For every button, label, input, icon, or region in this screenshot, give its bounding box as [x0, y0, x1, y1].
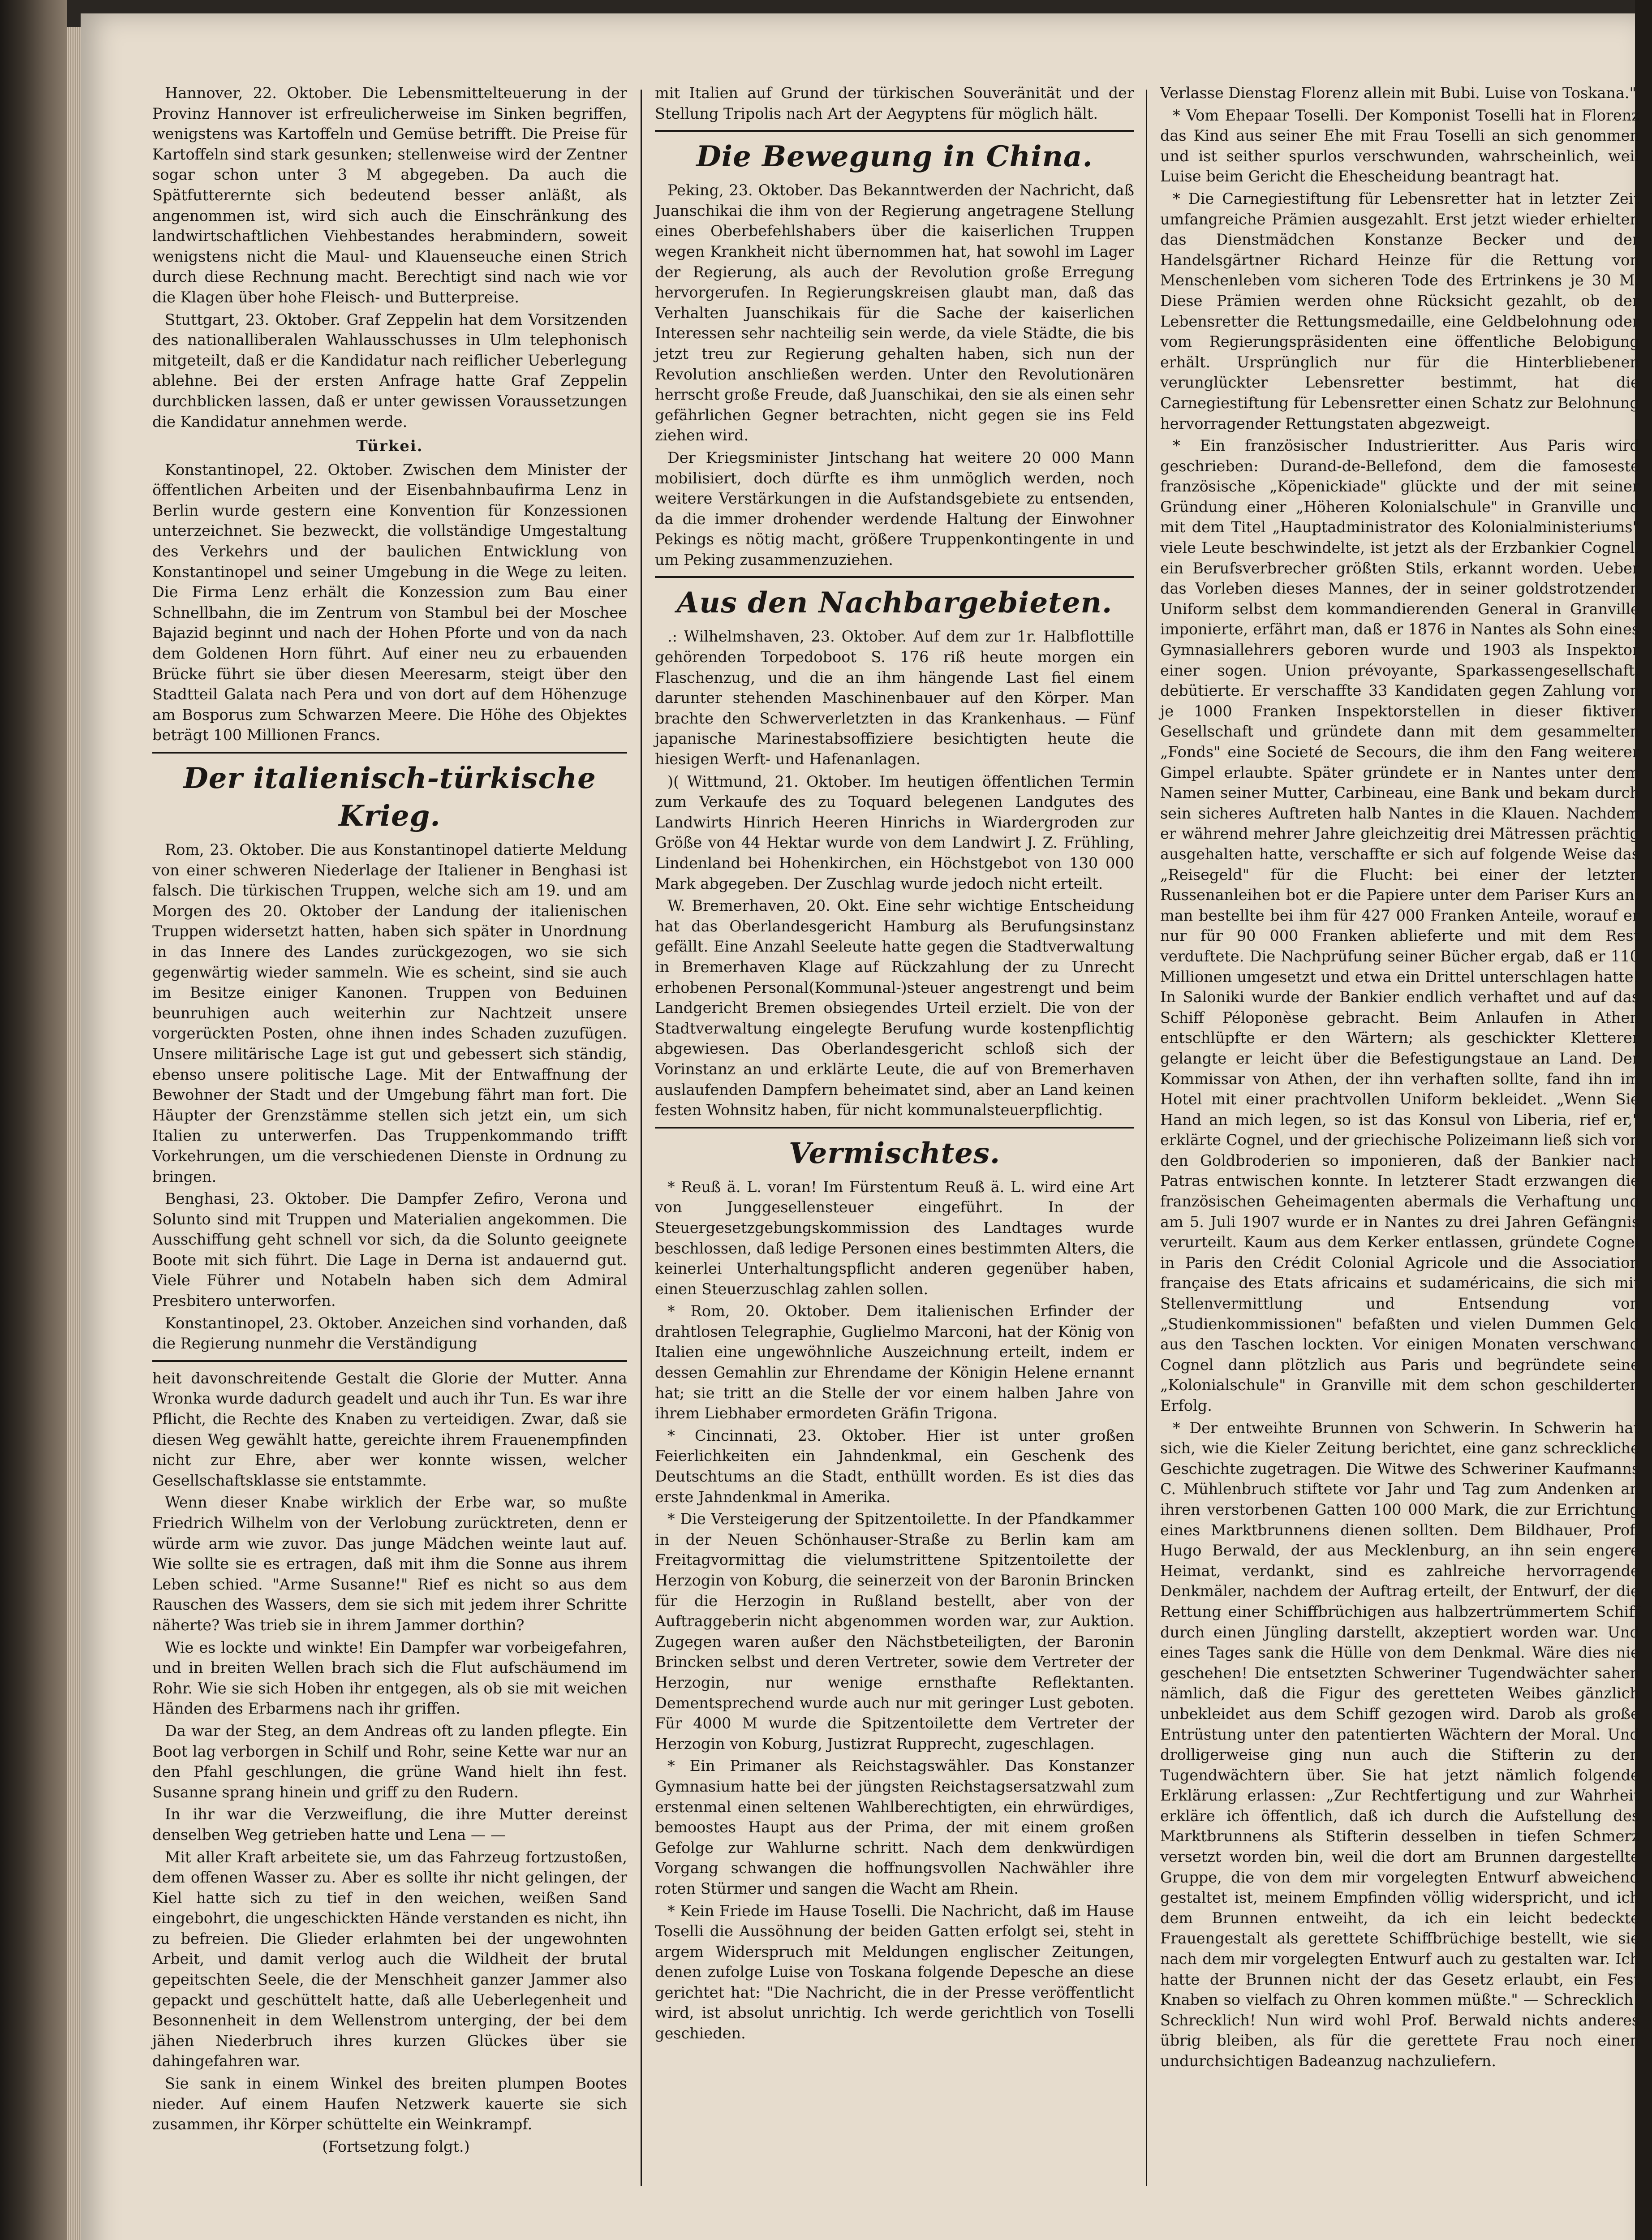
article-bremerhaven: W. Bremerhaven, 20. Okt. Eine sehr wichtige Entscheidung hat das Oberlandesgericht Hamburg als Berufungsinstanz gefällt. Eine Anzahl Seeleute hatte gegen die Stadtverwaltung in Bremerhaven Klage auf Rückzahlung der zu Unrecht erhobenen Personal(Kommunal-)steuer angestrengt und beim Landgericht Bremen obsiegendes Urteil erzielt. Die von der Stadtverwaltung eingelegte Berufung wurde kostenpflichtig abgewiesen. Das Oberlandesgericht schloß sich der Vorinstanz an und erklärte Leute, die auf von Bremerhaven auslaufenden Dampfern beheimatet sind, aber an Land keinen festen Wohnsitz haben, für nicht kommunalsteuerpflichtig.	[655, 897, 1134, 1119]
article-ehepaar-toselli: * Vom Ehepaar Toselli. Der Komponist Toselli hat in Florenz das Kind aus seiner Ehe mit Frau Toselli an sich genommen und ist seither spurlos verschwunden, wahrscheinlich, weil Luise beim Gericht die Ehescheidung beantragt hat.	[1160, 106, 1639, 185]
article-benghasi: Benghasi, 23. Oktober. Die Dampfer Zefiro, Verona und Solunto sind mit Truppen und Materialien angekommen. Die Ausschiffung geht schnell vor sich, da die Solunto geeignete Boote mit sich führt. Die Lage in Derna ist andauernd gut. Viele Führer und Notabeln haben sich dem Admiral Presbitero unterworfen.	[152, 1190, 627, 1310]
feuilleton-paragraph: heit davonschreitende Gestalt die Glorie der Mutter. Anna Wronka wurde dadurch geadelt und auch ihr Tun. Es war ihre Pflicht, die Rechte des Knaben zu verteidigen. Zwar, daß sie diesen Weg gewählt hatte, gereichte ihrem Frauenempfinden nicht zur Ehre, aber wer konnte wissen, welcher Gesellschaftsklasse sie entstammte.	[152, 1369, 627, 1489]
article-wittmund: )( Wittmund, 21. Oktober. Im heutigen öffentlichen Termin zum Verkaufe des zu Toquard belegenen Landgutes des Landwirts Hinrich Heeren Hinrichs in Wiardergroden zur Größe von 44 Hektar wurde von dem Landwirt J. Z. Frühling, Lindenland bei Hohenkirchen, ein Höchstgebot von 130 000 Mark abgegeben. Der Zuschlag wurde jedoch nicht erteilt.	[655, 772, 1134, 892]
heading-vermischtes: Vermischtes.	[788, 1136, 1001, 1170]
continuation-note: (Fortsetzung folgt.)	[322, 2137, 470, 2155]
heading-china: Die Bewegung in China.	[696, 140, 1093, 174]
feuilleton-paragraph: Mit aller Kraft arbeitete sie, um das Fahrzeug fortzustoßen, dem offenen Wasser zu. Aber es sollte ihr nicht gelingen, der Kiel hatte sich zu tief in den weichen, weißen Sand eingebohrt, die ungeschickten Hände verstanden es nicht, ihn zu befreien. Die Glieder erlahmten bei der ungewohnten Arbeit, und damit verlog auch die Wildheit der brutal gepeitschten Seele, die der Menschheit ganzer Jammer also gepackt und geschüttelt hatte, daß alle Ueberlegenheit und Besonnenheit in dem Wellenstrom unterging, der bei dem jähen Niederbruch ihres kurzen Glückes über sie dahingefahren war.	[152, 1848, 627, 2070]
article-carnegiestiftung: * Die Carnegiestiftung für Lebensretter hat in letzter Zeit umfangreiche Prämien ausgezahlt. Erst jetzt wieder erhielten das Dienstmädchen Konstanze Becker und der Handelsgärtner Richard Heinze für die Rettung von Menschenleben vom sicheren Tode des Ertrinkens je 30 M. Diese Prämien werden ohne Rücksicht gezahlt, ob der Lebensretter die Rettungsmedaille, eine Geldbelohnung oder vom Regierungspräsidenten eine öffentliche Belobigung erhält. Ursprünglich nur für die Hinterbliebenen verunglückter Lebensretter bestimmt, hat die Carnegiestiftung für Lebensretter einen Schatz zur Belohnung hervorragender Rettungstaten abgezweigt.	[1160, 190, 1639, 432]
article-cincinnati: * Cincinnati, 23. Oktober. Hier ist unter großen Feierlichkeiten ein Jahndenkmal, ein Geschenk des Deutschtums an die Stadt, enthüllt worden. Es ist dies das erste Jahndenkmal in Amerika.	[655, 1426, 1134, 1506]
article-stuttgart: Stuttgart, 23. Oktober. Graf Zeppelin hat dem Vorsitzenden des nationalliberalen Wahlausschusses in Ulm telephonisch mitgeteilt, daß er die Kandidatur nach reiflicher Ueberlegung ablehne. Bei der ersten Anfrage hatte Graf Zeppelin durchblicken lassen, daß er unter gewissen Voraussetzungen die Kandidatur annehmen werde.	[152, 310, 627, 431]
feuilleton-paragraph: In ihr war die Verzweiflung, die ihre Mutter dereinst denselben Weg getrieben hatte und Lena — —	[152, 1805, 627, 1844]
article-industrieritter: * Ein französischer Industrieritter. Aus Paris wird geschrieben: Durand-de-Bellefond, dem die famoseste französische „Köpenickiade" glückte und der mit seiner Gründung einer „Höheren Kolonialschule" in Granville und mit dem Titel „Hauptadministrator des Kolonialministeriums" viele Leute beschwindelte, ist jetzt als der Erzbankier Cognel, ein Berufsverbrecher größten Stils, erkannt worden. Ueber das Vorleben dieses Mannes, der in seiner goldstrotzenden Uniform selbst dem kommandierenden General in Granville imponierte, erfährt man, daß er 1876 in Nantes als Sohn eines Gymnasiallehrers geboren wurde und 1903 als Inspektor einer sogen. Union prévoyante, Sparkassengesellschaft, debütierte. Er verschaffte 33 Kandidaten gegen Zahlung von je 1000 Franken Inspektorstellen in dieser fiktiven Gesellschaft und gründete dann mit dem gesammelten „Fonds" eine Societé de Secours, die ihm den Fang weiterer Gimpel erlaubte. Später gründete er in Nantes unter dem Namen seiner Mutter, Carbineau, eine Bank und bekam durch sein sicheres Auftreten halb Nantes in die Klauen. Nachdem er während mehrer Jahre gleichzeitig drei Mätressen prächtig ausgehalten hatte, verschaffte er sich auf folgende Weise das „Reisegeld" für die Flucht: bei einer der letzten Russenanleihen bot er die Papiere unter dem Pariser Kurs an; man bestellte bei ihm für 427 000 Franken Anteile, worauf er nur für 90 000 Franken ablieferte und mit dem Rest verduftete. Die Nachprüfung seiner Bücher ergab, daß er 110 Millionen umgesetzt und etwa ein Drittel unterschlagen hatte! In Saloniki wurde der Bankier endlich verhaftet und auf das Schiff Péloponèse gebracht. Beim Anlaufen in Athen entschlüpfte er den Wärtern; als geschickter Kletterer gelangte er leicht über die Befestigungstaue an Land. Der Kommissar von Athen, der ihn verhaften sollte, fand ihn im Hotel mit einer prachtvollen Uniform bekleidet. „Wenn Sie Hand an mich legen, so ist das Konsul von Liberia, rief er," erklärte Cognel, und der griechische Polizeimann ließ sich von den Goldbroderien so imponieren, daß der Bankier nach Patras entwischen konnte. In letzterer Stadt erzwangen die französischen Geheimagenten abermals die Verhaftung und am 5. Juli 1907 wurde er in Nantes zu drei Jahren Gefängnis verurteilt. Kaum aus dem Kerker entlassen, gründete Cognel in Paris den Crédit Colonial Agricole und die Association française des Etats africains et sudaméricains, die sich mit Stellenvermittlung und Entsendung von „Studienkommissionen" befaßten und vielen Dummen Geld aus den Taschen lockten. Vor einigen Monaten verschwand Cognel dann plötzlich aus Paris und begründete seine „Kolonialschule" in Granville mit dem schon geschilderten Erfolg.	[1160, 437, 1639, 1414]
column-rule-1	[641, 90, 642, 2186]
divider	[655, 130, 1134, 132]
divider	[655, 1127, 1134, 1129]
column-rule-2	[1146, 90, 1147, 2186]
article-konstantinopel-2: Konstantinopel, 23. Oktober. Anzeichen sind vorhanden, daß die Regierung nunmehr die Verständigung	[152, 1314, 627, 1353]
article-spitzentoilette: * Die Versteigerung der Spitzentoilette. In der Pfandkammer in der Neuen Schönhauser-Straße zu Berlin kam am Freitagvormittag die vielumstrittene Spitzentoilette der Herzogin von Koburg, die seinerzeit von der Baronin Brincken für die Herzogin in Rußland bestellt, aber von der Auftraggeberin nicht abgenommen worden war, zur Auktion. Zugegen waren außer den Nächstbeteiligten, der Baronin Brincken selbst und deren Vertreter, sowie dem Vertreter der Herzogin, nur wenige ernsthafte Reflektanten. Dementsprechend wurde auch nur mit geringer Lust geboten. Für 4000 M wurde die Spitzentoilette dem Vertreter der Herzogin von Koburg, Justizrat Rupprecht, zugeschlagen.	[655, 1510, 1134, 1753]
article-reuss: * Reuß ä. L. voran! Im Fürstentum Reuß ä. L. wird eine Art von Junggesellensteuer eingeführt. In der Steuergesetzgebungskommission des Landtages wurde beschlossen, daß ledige Personen eines bestimmten Alters, die keinerlei Unterhaltungspflicht anderen gegenüber haben, einen Steuerzuschlag zahlen sollen.	[655, 1178, 1134, 1298]
feuilleton-paragraph: Wenn dieser Knabe wirklich der Erbe war, so mußte Friedrich Wilhelm von der Verlobung zurücktreten, denn er würde arm wie zuvor. Das junge Mädchen weinte laut auf. Wie sollte sie es ertragen, daß mit ihm die Sonne aus ihrem Leben schied. "Arme Susanne!" Rief es nicht so aus dem Rauschen des Wassers, dem sie sich mit jedem ihrer Schritte näherte? Was trieb sie in ihrem Jammer dorthin?	[152, 1494, 627, 1634]
article-brunnen-schwerin: * Der entweihte Brunnen von Schwerin. In Schwerin hat sich, wie die Kieler Zeitung berichtet, eine ganz schreckliche Geschichte zugetragen. Die Witwe des Schweriner Kaufmanns C. Mühlenbruch stiftete vor Jahr und Tag zum Andenken an ihren verstorbenen Gatten 100 000 Mark, die zur Errichtung eines Marktbrunnens dienen sollten. Dem Bildhauer, Prof. Hugo Berwald, der aus Mecklenburg, an ihn sein engere Heimat, verdankt, sind es zahlreiche hervorragende Denkmäler, nachdem der Auftrag erteilt, der Entwurf, der die Rettung einer Schiffbrüchigen aus halbzertrümmertem Schiff durch einen Jüngling darstellt, akzeptiert worden war. Und eines Tages sank die Hülle von dem Denkmal. Wäre dies nie geschehen! Die entsetzten Schweriner Tugendwächter sahen nämlich, daß die Figur des geretteten Weibes gänzlich unbekleidet aus dem Schiff gezogen wird. Darob als große Entrüstung unter den patentierten Wächtern der Moral. Und drolligerweise ging nun auch die Stifterin zu den Tugendwächtern über. Sie hat jetzt nämlich folgende Erklärung erlassen: „Zur Rechtfertigung und zur Wahrheit erkläre ich öffentlich, daß ich durch die Aufstellung des Marktbrunnens als Stifterin desselben in tiefen Schmerz versetzt worden bin, weil die dort am Brunnen dargestellte Gruppe, die von dem mir vorgelegten Entwurf abweichend gestaltet ist, meinem Empfinden völlig widerspricht, und ich dem Brunnen entweiht, da ich ein leicht bedeckte Frauengestalt als gerettete Schiffbrüchige bestellt, wie sie nach dem mir vorgelegten Entwurf auch zu gestalten war. Ich hatte der Brunnen nicht der das Gesetz erlaubt, ein Fest Knaben so vielfach zu Ohren kommen müßte." — Schrecklich! Schrecklich! Nun wird wohl Prof. Berwald nichts anderes übrig bleiben, als für die gerettete Frau noch einen undurchsichtigen Badeanzug nachzuliefern.	[1160, 1419, 1639, 2070]
page-stack-edge	[67, 27, 81, 2240]
divider	[152, 1360, 627, 1362]
article-peking: Peking, 23. Oktober. Das Bekanntwerden der Nachricht, daß Juanschikai die ihm von der Regierung angetragene Stellung eines Oberbefehlshabers über die kaiserlichen Truppen wegen Krankheit nicht übernommen hat, hat sowohl im Lager der Regierung, als auch der Revolution große Erregung hervorgerufen. In Regierungskreisen glaubt man, daß das Verhalten Juanschikais für die Sache der kaiserlichen Interessen sehr nachteilig sein werde, da viele Städte, die bis jetzt treu zur Regierung gehalten haben, sich nun der Revolution anschließen werden. Unter den Revolutionären herrscht große Freude, daß Juanschikai, den sie als einen sehr gefährlichen Gegner betrachten, nicht gegen sie ins Feld ziehen wird.	[655, 181, 1134, 444]
article-kriegsminister: Der Kriegsminister Jintschang hat weitere 20 000 Mann mobilisiert, doch dürfte es ihm unmöglich werden, noch weitere Verstärkungen in die Aufstandsgebiete zu entsenden, da die immer drohender werdende Haltung der Einwohner Pekings es nötig macht, größere Truppenkontingente in und um Peking zusammenzuziehen.	[655, 448, 1134, 569]
article-toselli: * Kein Friede im Hause Toselli. Die Nachricht, daß im Hause Toselli die Aussöhnung der beiden Gatten erfolgt sei, steht in argem Widerspruch mit Meldungen englischer Zeitungen, denen zufolge Luise von Toskana folgende Depesche an diese gerichtet hat: "Die Nachricht, die in der Presse veröffentlicht wird, ist absolut unrichtig. Ich werde gerichtlich von Toselli geschieden.	[655, 1902, 1134, 2042]
feuilleton-paragraph: Wie es lockte und winkte! Ein Dampfer war vorbeigefahren, und in breiten Wellen brach sich die Flut aufschäumend im Rohr. Wie sie sich Hoben ihr entgegen, als ob sie mit weichen Händen des Erbarmens nach ihr griffen.	[152, 1638, 627, 1718]
article-continuation: mit Italien auf Grund der türkischen Souveränität und der Stellung Tripolis nach Art der Aegyptens für möglich hält.	[655, 84, 1134, 122]
feuilleton-paragraph: Da war der Steg, an dem Andreas oft zu landen pflegte. Ein Boot lag verborgen in Schilf und Rohr, seine Kette war nur an den Pfahl geschlungen, die grüne Wand hielt ihn fest. Susanne sprang hinein und griff zu den Rudern.	[152, 1722, 627, 1801]
book-spine	[0, 0, 67, 2240]
column-3	[1160, 83, 1639, 2073]
divider	[655, 576, 1134, 578]
article-wilhelmshaven: .: Wilhelmshaven, 23. Oktober. Auf dem zur 1r. Halbflottille gehörenden Torpedoboot S. 176 riß heute morgen ein Flaschenzug, und die an ihm hängende Last fiel einem darunter stehenden Maschinenbauer auf den Körper. Man brachte den Schwerverletzten in das Krankenhaus. — Fünf japanische Marinestabsoffiziere besichtigten heute die hiesigen Werft- und Hafenanlagen.	[655, 628, 1134, 768]
article-rom-marconi: * Rom, 20. Oktober. Dem italienischen Erfinder der drahtlosen Telegraphie, Guglielmo Marconi, hat der König von Italien eine ungewöhnliche Auszeichnung erteilt, indem er dessen Gemahlin zur Ehrendame der Königin Helene ernannt hat; sie tritt an die Stelle der vor einem halben Jahre von ihrem Liebhaber ermordeten Gräfin Trigona.	[655, 1302, 1134, 1422]
heading-nachbargebiete: Aus den Nachbargebieten.	[676, 586, 1113, 620]
divider	[152, 752, 627, 754]
article-rom: Rom, 23. Oktober. Die aus Konstantinopel datierte Meldung von einer schweren Niederlage der Italiener in Benghasi ist falsch. Die türkischen Truppen, welche sich am 19. und am Morgen des 20. Oktober der Landung der italienischen Truppen widersetzt hatten, haben sich später in Unordnung in das Innere des Landes zurückgezogen, wo sie sich gegenwärtig wieder sammeln. Wie es scheint, sind sie auch im Besitze einiger Kanonen. Truppen von Beduinen beunruhigen auch weiterhin zur Nachtzeit unsere vorgerückten Posten, ohne ihnen indes Schaden zuzufügen. Unsere militärische Lage ist gut und gebessert sich ständig, ebenso unsere politische Lage. Mit der Entwaffnung der Bewohner der Stadt und der Umgebung fährt man fort. Die Häupter der Grenzstämme stellen sich jetzt ein, um sich Italien zu unterwerfen. Das Truppenkommando trifft Vorkehrungen, um die verschiedenen Dienste in Ordnung zu bringen.	[152, 841, 627, 1185]
feuilleton-paragraph: Sie sank in einem Winkel des breiten plumpen Bootes nieder. Auf einem Haufen Netzwerk kauerte sie sich zusammen, ihr Körper schüttelte ein Weinkrampf.	[152, 2075, 627, 2133]
article-hannover: Hannover, 22. Oktober. Die Lebensmittelteuerung in der Provinz Hannover ist erfreulicherweise im Sinken begriffen, wenigstens was Kartoffeln und Gemüse betrifft. Die Preise für Kartoffeln sind stark gesunken; stellenweise wird der Zentner sogar schon unter 3 M abgegeben. Da auch die Spätfutterernte sich bedeutend besser anläßt, als angenommen ist, wird sich auch die Einschränkung des landwirtschaftlichen Viehbestandes herabmindern, soweit wenigstens nicht die Maul- und Klauenseuche einen Strich durch diese Rechnung macht. Berechtigt sind nach wie vor die Klagen über hohe Fleisch- und Butterpreise.	[152, 84, 627, 306]
article-konstantinopel: Konstantinopel, 22. Oktober. Zwischen dem Minister der öffentlichen Arbeiten und der Eisenbahnbaufirma Lenz in Berlin wurde gestern eine Konvention für Konzessionen unterzeichnet. Sie bezweckt, die vollständige Umgestaltung des Verkehrs und der baulichen Entwicklung von Konstantinopel und seiner Umgebung in die Wege zu leiten. Die Firma Lenz erhält die Konzession zum Bau einer Schnellbahn, die im Zentrum von Stambul bei der Moschee Bajazid beginnt und nach der Hohen Pforte und von da nach dem Goldenen Horn führt. Auf einer neu zu erbauenden Brücke führt sie über diesen Meeresarm, steigt über den Stadtteil Galata nach Pera und von dort auf dem Höhenzuge am Bosporus zum Schwarzen Meere. Die Höhe des Objektes beträgt 100 Millionen Francs.	[152, 461, 627, 744]
subheading-tuerkei: Türkei.	[356, 437, 423, 456]
article-primaner: * Ein Primaner als Reichstagswähler. Das Konstanzer Gymnasium hatte bei der jüngsten Reichstagsersatzwahl zum erstenmal einen seltenen Wahlberechtigten, ein ehrwürdiges, bemoostes Haupt aus der Prima, der mit einem großen Gefolge zur Wahlurne schritt. Nach dem denkwürdigen Vorgang schwangen die hoffnungsvollen Nachwähler ihre roten Stürmer und sangen die Wacht am Rhein.	[655, 1757, 1134, 1897]
column-1	[152, 83, 627, 2158]
article-continuation: Verlasse Dienstag Florenz allein mit Bubi. Luise von Toskana."	[1160, 84, 1636, 102]
heading-krieg: Der italienisch-türkische Krieg.	[183, 762, 596, 833]
column-2	[655, 83, 1134, 2046]
